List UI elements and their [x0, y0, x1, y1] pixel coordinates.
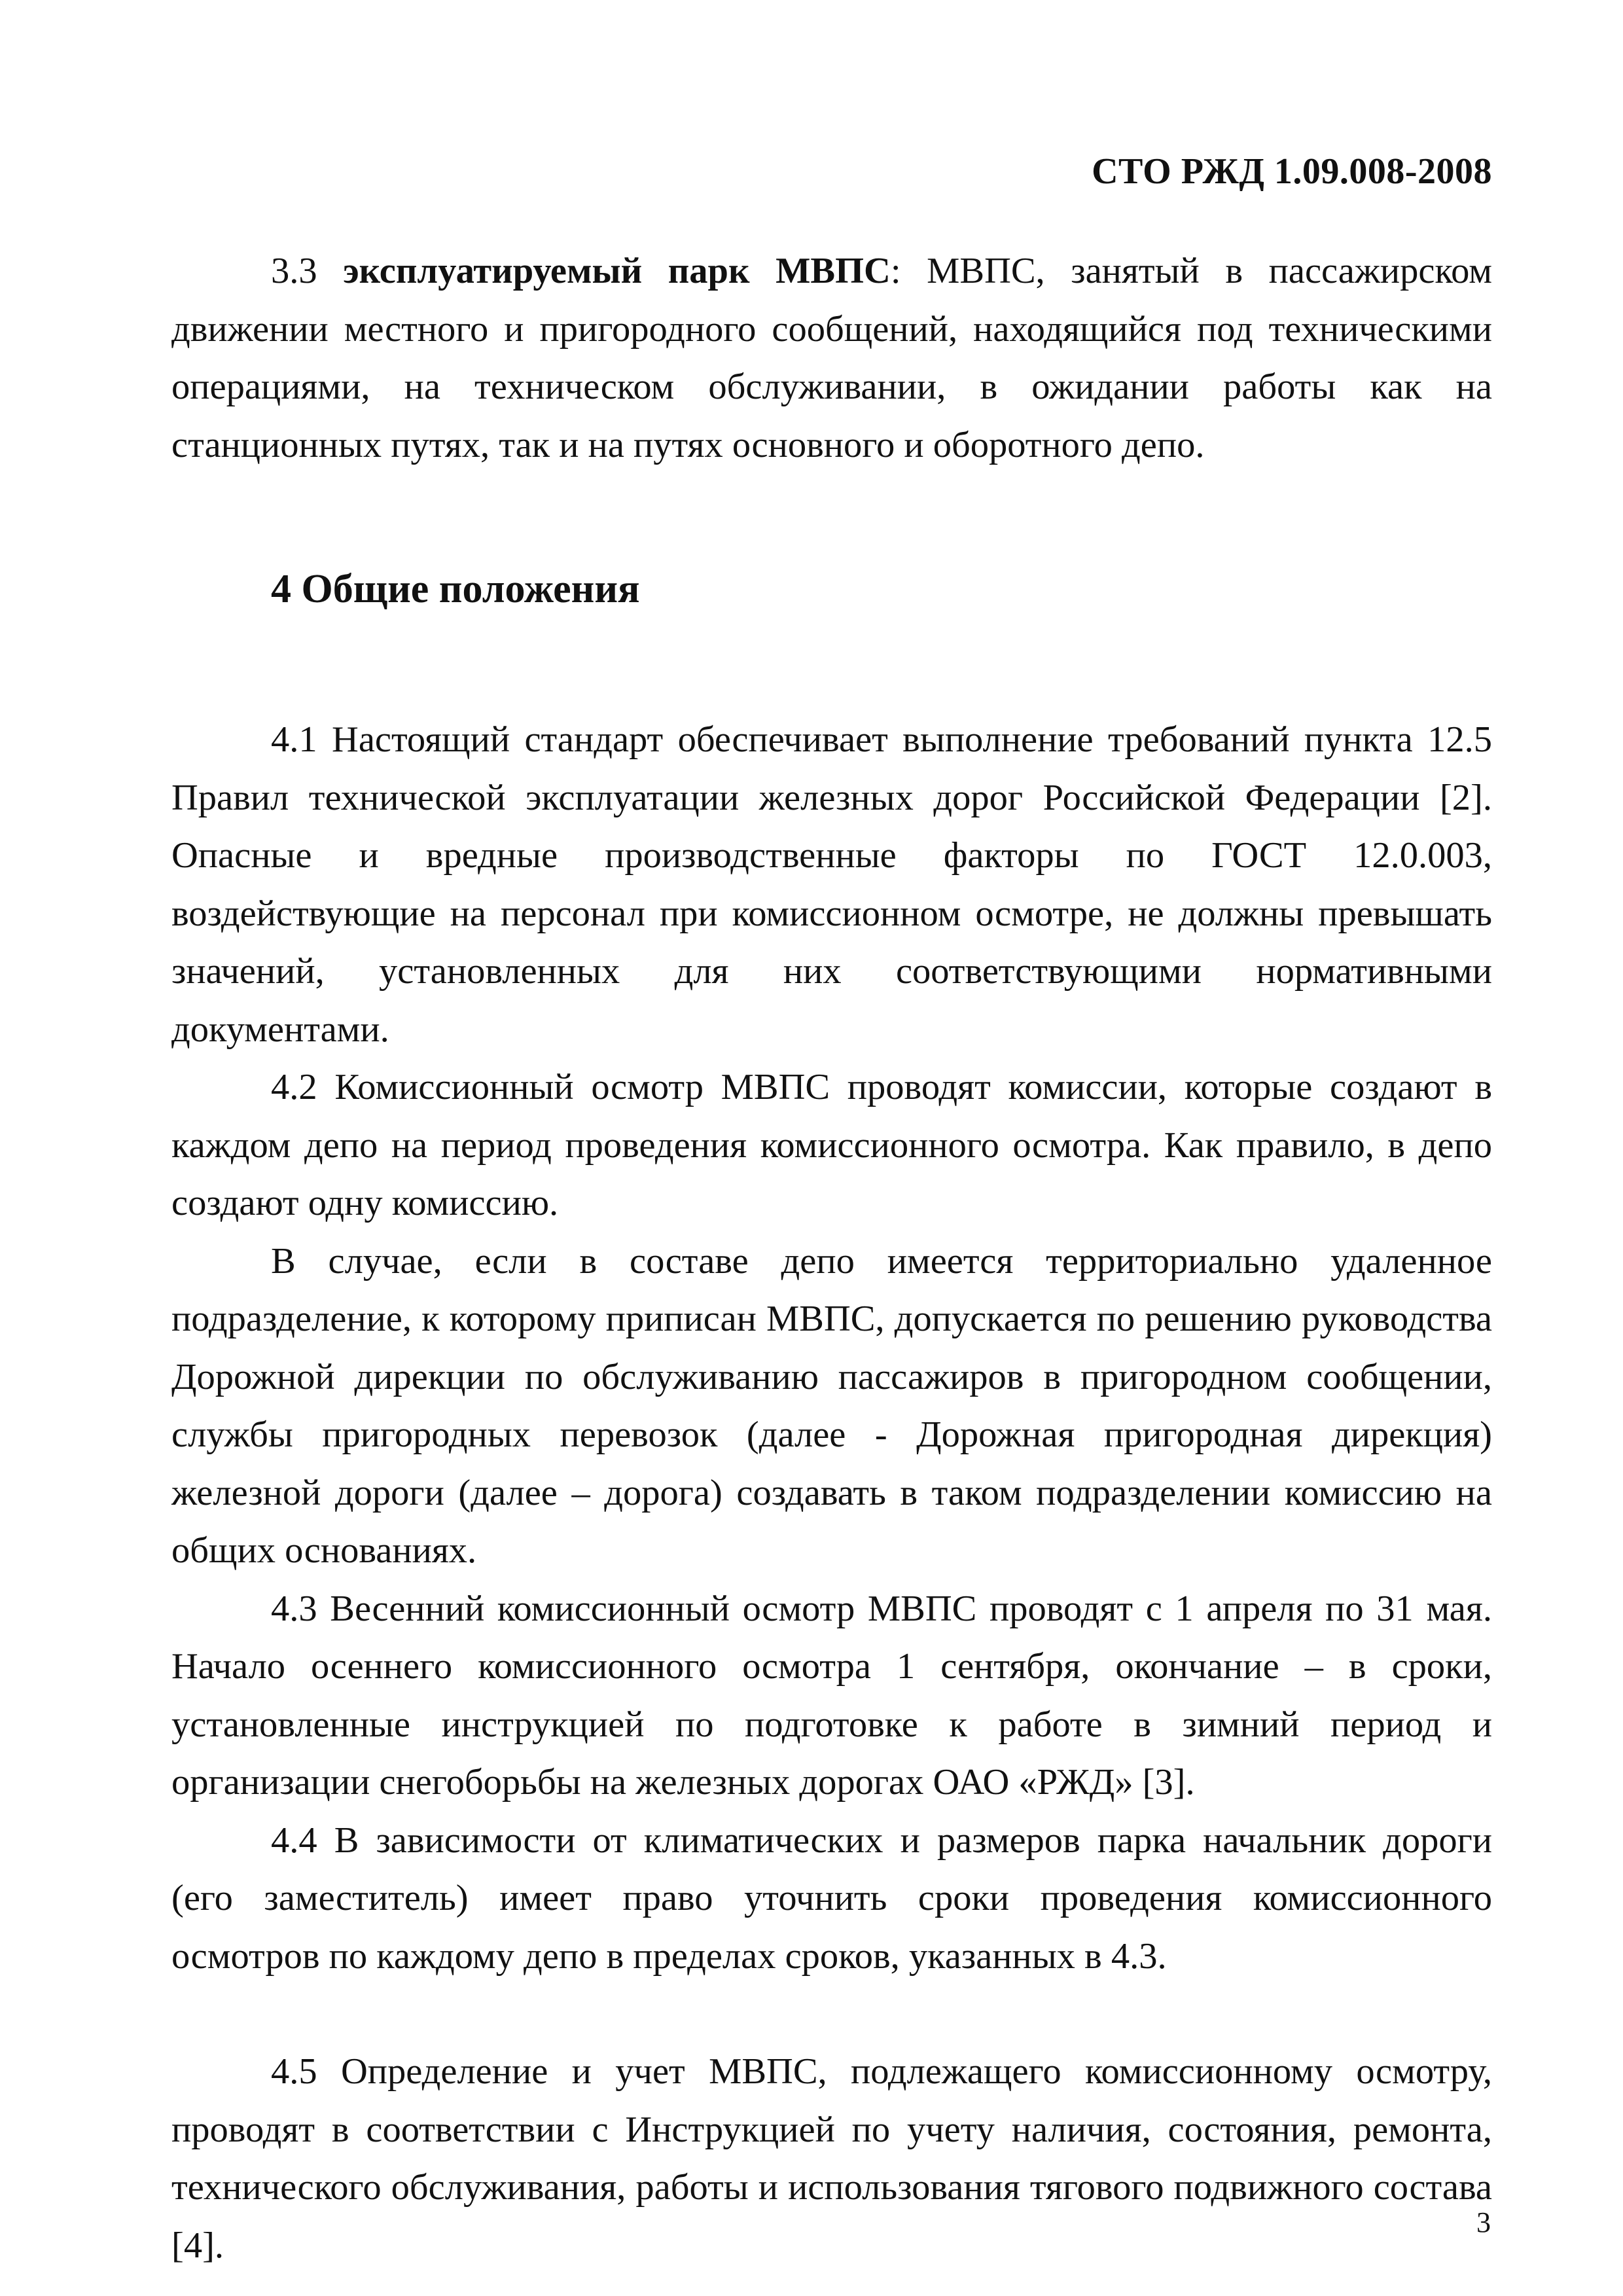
spacer: [171, 1985, 1492, 2043]
defined-term: эксплуатируемый парк МВПС: [343, 251, 891, 291]
paragraph-4-4: 4.4 В зависимости от климатических и размеров парка начальник дороги (его заместитель) имеет право уточнить сроки проведения комиссионного осмотров по каждому депо в пределах сроков, указанных в 4.3.: [171, 1820, 1492, 1977]
section-heading: 4 Общие положения: [271, 567, 640, 611]
paragraph-4-2: 4.2 Комиссионный осмотр МВПС проводят комиссии, которые создают в каждом депо на период проведения комиссионного осмотра. Как правило, в депо создают одну комиссию.: [171, 1067, 1492, 1223]
page-body: [171, 242, 1492, 2274]
paragraph-4-2-continued: В случае, если в составе депо имеется территориально удаленное подразделение, к которому приписан МВПС, допускается по решению руководства Дорожной дирекции по обслуживанию пассажиров в пригородном сообщении, службы пригородных перевозок (далее - Дорожная пригородная дирекция) железной дороги (далее – дорога) создавать в таком подразделении комиссию на общих основаниях.: [171, 1240, 1492, 1571]
paragraph-4-3: 4.3 Весенний комиссионный осмотр МВПС проводят с 1 апреля по 31 мая. Начало осеннего комиссионного осмотра 1 сентября, окончание – в сроки, установленные инструкцией по подготовке к работе в зимний период и организации снегоборьбы на железных дорогах ОАО «РЖД» [3].: [171, 1588, 1492, 1803]
paragraph-4-5: 4.5 Определение и учет МВПС, подлежащего комиссионному осмотру, проводят в соответствии с Инструкцией по учету наличия, состояния, ремонта, технического обслуживания, работы и использования тягового подвижного состава [4].: [171, 2051, 1492, 2266]
page-number: 3: [1476, 2206, 1491, 2238]
spacer: [171, 474, 1492, 560]
document-code-header: СТО РЖД 1.09.008-2008: [1092, 151, 1492, 192]
paragraph-3-3: [171, 242, 1492, 474]
paragraph-4-1: 4.1 Настоящий стандарт обеспечивает выполнение требований пункта 12.5 Правил технической эксплуатации железных дорог Российской Федерации [2]. Опасные и вредные производственные факторы по ГОСТ 12.0.003, воздействующие на персонал при комиссионном осмотре, не должны превышать значений, установленных для них соответствующими нормативными документами.: [171, 719, 1492, 1050]
spacer: [171, 618, 1492, 711]
definition-text: : МВПС, занятый в пассажирском движении местного и пригородного сообщений, находящийся под техническими операциями, на техническом обслуживании, в ожидании работы как на станционных путях, так и на путях основного и оборотного депо.: [171, 251, 1492, 465]
item-number: 3.3: [271, 251, 317, 291]
